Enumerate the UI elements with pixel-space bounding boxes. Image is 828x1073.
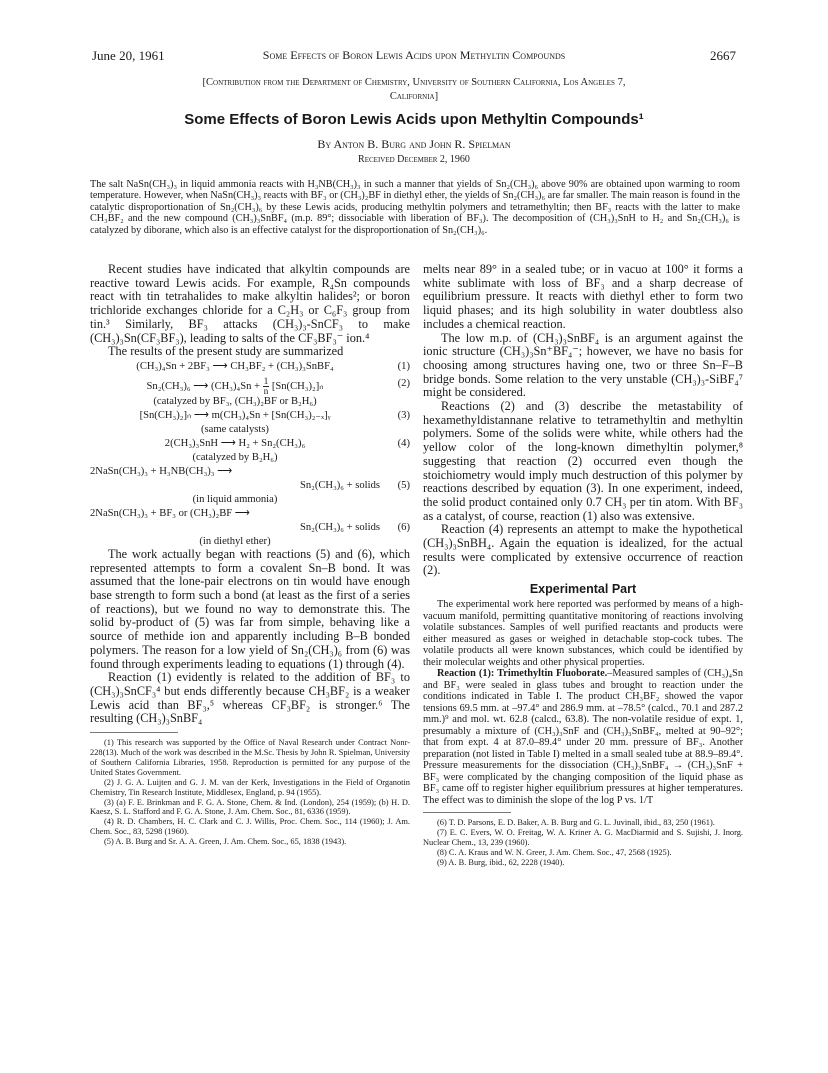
equation-text: (CH₃)₄Sn + 2BF₃ ⟶ CH₃BF₂ + (CH₃)₃SnBF₄ (136, 360, 334, 372)
contribution-line-2: California] (389, 91, 439, 102)
footnote: (6) T. D. Parsons, E. D. Baker, A. B. Burg and G. L. Juvinall, ibid., 83, 250 (1961). (437, 818, 715, 828)
header-date: June 20, 1961 (92, 48, 165, 63)
paragraph-heading: Reaction (1): Trimethyltin Fluoborate. (437, 668, 608, 680)
equation-condition: (catalyzed by BF₃, (CH₃)₂BF or B₂H₆) (153, 395, 317, 407)
footnote: (2) J. G. A. Luijten and G. J. M. van der Kerk, Investigations in the Field of Organotin Chemistry, Tin Research Institute, Middlesex, England, p. 94 (1955). (90, 777, 410, 797)
fraction-denominator: n (263, 385, 269, 396)
running-header (92, 48, 736, 66)
header-page-number: 2667 (710, 48, 736, 63)
paragraph-text: –Measured samples of (CH₃)₄Sn and BF₃ were sealed in glass tubes and brought to reaction under the conditions indicated in Table I. The product CH₃BF₂ showed the vapor tensions 69.5 mm. at –97.4° and 286.9 mm. at –78.5° (calcd., 70.1 and 287.2 mm.)⁹ and mol. wt. 62.8 (calcd., 63.8). The non-volatile residue of expt. 1, presumably a mixture of (CH₃)₃SnF and (CH₃)₃SnBF₄, melted at 90–92°; that from expt. 4 at 87.0–89.4° under 20 mm. pressure of BF₃. Another preparation (not listed in Table I) melted in a small sealed tube at 88.9–89.4°. Pressure measurements for the dissociation (CH₃)₃SnBF₄ → (CH₃)₃SnF + BF₃ were complicated by the changing composition of the liquid phase as BF₃ came off to register higher equilibrium pressures at higher temperatures. The effect was to diminish the slope of the log P vs. 1/T (423, 668, 743, 806)
header-running-title: Some Effects of Boron Lewis Acids upon Methyltin Compounds (262, 48, 566, 62)
body-paragraph: Reaction (4) represents an attempt to make the hypothetical (CH₃)₃SnBH₄. Again the equation is idealized, for the actual results were complicated by extensive occurrence of reaction (2). (423, 522, 743, 578)
body-paragraph: Recent studies have indicated that alkyltin compounds are reactive toward Lewis acids. For example, R₄Sn compounds react with tin tetrahalides to make alkyltin halides²; or boron trichloride exchanges chloride for a C₂H₃ or C₆F₃ group from tin.³ Similarly, BF₃ attacks (CH₃)₃-SnCF₃ to make (CH₃)₃Sn(CF₃BF₃), leading to salts of the CF₃BF₃⁻ ion.⁴ (90, 262, 410, 345)
equation-4 (90, 437, 410, 450)
equation-text: [Sn(CH₃)₂]ₙ (271, 380, 324, 392)
equation-number: (5) (397, 479, 410, 491)
equation-number: (3) (397, 409, 410, 421)
equation-5 (90, 465, 410, 478)
equation-number: (6) (397, 521, 410, 533)
experimental-paragraph: The experimental work here reported was performed by means of a high-vacuum manifold, permitting quantitative monitoring of reactions involving volatile substances. Samples of well purified reactants and products were either measured as gases or weighed in detachable stop-cock tubes. The volatile products all were known substances, which could be identified by their molecular weights and other physical properties. (423, 599, 743, 668)
equation-6-continued (90, 521, 410, 534)
equation-number: (4) (397, 437, 410, 449)
footnote: (9) A. B. Burg, ibid., 62, 2228 (1940). (437, 857, 565, 867)
footnotes-left (90, 738, 410, 847)
received-date: Received December 2, 1960 (358, 154, 470, 165)
section-heading: Experimental Part (529, 582, 637, 597)
equation-number: (1) (397, 360, 410, 372)
footnote: (1) This research was supported by the Office of Naval Research under Contract Nonr-228(13). Much of the work was described in the M.Sc. Thesis by John R. Spielman, University of Southern California Libraries, 1958. Reproduction is permitted for any purpose of the United States Government. (90, 738, 410, 777)
body-paragraph: The work actually began with reactions (5) and (6), which represented attempts to form a covalent Sn–B bond. It was assumed that the lone-pair electrons on tin would have enough base strength to form such a bond (at least as the first of a series of reactions), but we found no way to demonstrate this. The solid by-product of (5) was far from simple, behaving like a source of methide ion and apparently including B–B bonded polymers. The reason for a low yield of Sn₂(CH₃)₆ from (6) was found through experiments leading to equations (1) through (4). (90, 546, 410, 671)
right-column (423, 263, 743, 868)
footnote-separator (90, 732, 178, 733)
equation-condition: (catalyzed by B₂H₆) (192, 451, 278, 463)
footnote: (7) E. C. Evers, W. O. Freitag, W. A. Kriner A. G. MacDiarmid and S. Sujishi, J. Inorg. Nuclear Chem., 13, 239 (1960). (423, 828, 743, 847)
equation-text: [Sn(CH₃)₂]ₙ ⟶ m(CH₃)₄Sn + [Sn(CH₃)₂₋ₓ]ᵧ (139, 409, 331, 421)
equation-3 (90, 409, 410, 422)
body-paragraph: melts near 89° in a sealed tube; or in vacuo at 100° it forms a white sublimate with loss of BF₃ and a sharp decrease of equilibrium pressure. It reacts with diethyl ether to form two liquid phases; and its high solubility in water doubtless also includes a chemical reaction. (423, 262, 743, 331)
footnote: (3) (a) F. E. Brinkman and F. G. A. Stone, Chem. & Ind. (London), 254 (1959); (b) H. D. Kaesz, S. L. Stafford and F. G. A. Stone, J. Am. Chem. Soc., 81, 6336 (1959). (90, 797, 410, 817)
abstract: The salt NaSn(CH₃)₃ in liquid ammonia reacts with H₃NB(CH₃)₃ in such a manner that yields of Sn₂(CH₃)₆ above 90% are obtained upon warming to room temperature. However, when NaSn(CH₃)₃ reacts with BF₃ or (CH₃)₂BF in diethyl ether, the yields of Sn₂(CH₃)₆ are far smaller. The main reason is found in the catalytic disproportionation of Sn₂(CH₃)₆ by these Lewis acids, producing methyltin polymers and tetramethyltin; then BF₃ reacts with the latter to make CH₃BF₂ and the new compound (CH₃)₃SnBF₄ (m.p. 89°; dissociable with liberation of BF₃). The decomposition of (CH₃)₃SnH to H₂ and Sn₂(CH₃)₆ is catalyzed by diborane, which also is an effective catalyst for the disproportionation of Sn₂(CH₃)₆. (90, 179, 740, 236)
body-paragraph: Reactions (2) and (3) describe the metastability of hexamethyldistannane relative to tetramethyltin and methyltin polymers. Some of the solids were white, while others had the yellow color of the long-known dimethyltin polymer,⁸ suggesting that reaction (2) occurred even though the stoichiometry would imply much destruction of this polymer by reactions described by equation (3). In one experiment, indeed, the solid product contained only 0.7 CH₃ per tin atom. With BF₃ as a catalyst, of course, reaction (1) also was extensive. (423, 399, 743, 523)
equation-6 (90, 507, 410, 520)
equation-condition: (same catalysts) (201, 423, 269, 435)
article-authors: By Anton B. Burg and John R. Spielman (317, 137, 511, 151)
equation-text: Sn₂(CH₃)₆ ⟶ (CH₃)₄Sn + (146, 380, 261, 392)
equation-condition: (in diethyl ether) (199, 535, 271, 547)
footnote-separator (423, 812, 511, 813)
equation-text: Sn₂(CH₃)₆ + solids (299, 479, 380, 491)
equation-fraction (263, 377, 270, 396)
body-paragraph: The results of the present study are summarized (108, 344, 344, 359)
equation-number: (2) (397, 377, 410, 389)
footnotes-right (423, 818, 743, 868)
equation-2 (90, 374, 410, 394)
body-paragraph: Reaction (1) evidently is related to the addition of BF₃ to (CH₃)₃SnCF₃⁴ but ends differently because CH₃BF₂ is a weaker Lewis acid than BF₃,⁵ whereas CF₃BF₂ is stronger.⁶ The resulting (CH₃)₃SnBF₄ (90, 670, 410, 726)
equation-1 (90, 360, 410, 373)
left-column (90, 263, 410, 847)
footnote: (5) A. B. Burg and Sr. A. A. Green, J. Am. Chem. Soc., 65, 1838 (1943). (104, 837, 347, 847)
footnote: (4) R. D. Chambers, H. C. Clark and C. J. Willis, Proc. Chem. Soc., 114 (1960); J. Am. Chem. Soc., 83, 5298 (1960). (90, 817, 410, 837)
equation-text: 2NaSn(CH₃)₃ + H₃NB(CH₃)₃ ⟶ (90, 465, 233, 477)
article-title: Some Effects of Boron Lewis Acids upon Methyltin Compounds¹ (184, 111, 644, 128)
equation-text: 2NaSn(CH₃)₃ + BF₃ or (CH₃)₂BF ⟶ (90, 507, 250, 519)
equation-text: Sn₂(CH₃)₆ + solids (299, 521, 380, 533)
body-paragraph: The low m.p. of (CH₃)₃SnBF₄ is an argument against the ionic structure (CH₃)₃Sn⁺BF₄⁻; however, we have no basis for choosing among structures having one, two or three Sn–F–B bridge bonds. Some relation to the very unstable (CH₃)₃-SiBF₄⁷ might be considered. (423, 330, 743, 400)
contribution-line-1: [Contribution from the Department of Chemistry, University of Southern California, Los Angeles 7, (202, 77, 626, 88)
experimental-paragraph (423, 668, 743, 806)
equation-text: 2(CH₃)₃SnH ⟶ H₂ + Sn₂(CH₃)₆ (164, 437, 306, 449)
equation-condition: (in liquid ammonia) (192, 493, 278, 505)
footnote: (8) C. A. Kraus and W. N. Greer, J. Am. Chem. Soc., 47, 2568 (1925). (437, 847, 672, 857)
fraction-numerator: 1 (263, 375, 269, 386)
contribution-note (92, 76, 736, 104)
equation-5-continued (90, 479, 410, 492)
